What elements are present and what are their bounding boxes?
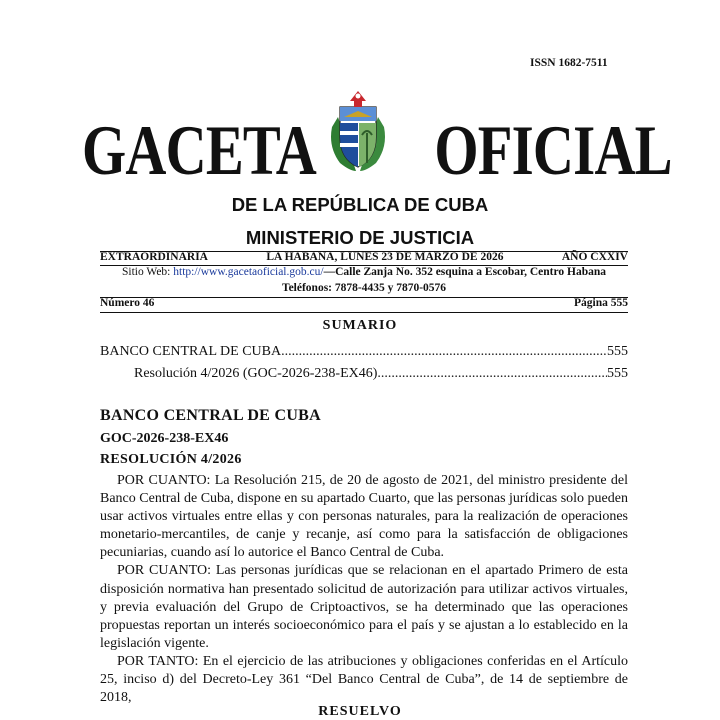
document-code: GOC-2026-238-EX46 [100, 431, 229, 446]
toc-entry-label: BANCO CENTRAL DE CUBA [100, 344, 282, 359]
issuer-heading: BANCO CENTRAL DE CUBA [100, 407, 321, 424]
paragraph: POR TANTO: En el ejercicio de las atribuciones y obligaciones conferidas en el Artículo 25, inciso d) del Decreto-Ley 361 “Del Banco Central de Cuba”, de 14 de septiembre de 2018, [100, 653, 628, 706]
number-bar [100, 297, 628, 309]
resolves-heading: RESUELVO [318, 704, 402, 719]
paragraph: POR CUANTO: La Resolución 215, de 20 de agosto de 2021, del ministro presidente del Banco Central de Cuba, dispone en su apartado Cuarto, que las personas jurídicas solo pueden usar activos virtuales entre ellas y con personas naturales, para la realización de operaciones monetario-mercantiles, de canje y recanje, así como para la satisfacción de obligaciones pecuniarias, cuando así lo autorice el Banco Central de Cuba. [100, 473, 628, 561]
toc-entry-page: 555 [607, 344, 628, 359]
ministry-name: MINISTERIO DE JUSTICIA [245, 227, 475, 248]
edition-bar [100, 251, 628, 263]
summary-heading: SUMARIO [322, 318, 398, 333]
toc-leader [281, 344, 607, 360]
article-body [100, 472, 628, 707]
paragraph: POR CUANTO: Las personas jurídicas que se relacionan en el apartado Primero de esta disposición normativa han presentado solicitud de autorización para utilizar activos virtuales, y previa evaluación del Grupo de Criptoactivos, se ha determinado que las operaciones propuestas reportan un interés socioeconómico para el país y se ajustan a lo establecido en la legislación vigente. [100, 563, 628, 651]
site-label: Sitio Web: [121, 266, 171, 278]
divider [100, 312, 628, 313]
place-date: LA HABANA, LUNES 23 DE MARZO DE 2026 [266, 251, 504, 263]
page-number: Página 555 [574, 297, 628, 309]
coat-of-arms-of-cuba-icon [326, 87, 390, 173]
masthead-title-right: OFICIAL [433, 112, 672, 190]
edition-label: EXTRAORDINARIA [100, 251, 208, 263]
toc-entry[interactable] [100, 344, 628, 360]
issue-number: Número 46 [100, 297, 155, 309]
toc-entry-label: Resolución 4/2026 (GOC-2026-238-EX46) [134, 366, 378, 381]
resolution-heading: RESOLUCIÓN 4/2026 [100, 452, 242, 467]
toc-leader [377, 366, 607, 382]
toc-entry[interactable] [134, 366, 628, 382]
toc-entry-page: 555 [607, 366, 628, 381]
year-label: AÑO CXXIV [561, 251, 628, 263]
site-line [100, 266, 628, 278]
phone-numbers: Teléfonos: 7878-4435 y 7870-0576 [281, 282, 447, 294]
issn-number: ISSN 1682-7511 [530, 57, 608, 69]
masthead-title-left: GACETA [82, 112, 316, 190]
masthead-subtitle: DE LA REPÚBLICA DE CUBA [231, 194, 489, 215]
address-text: —Calle Zanja No. 352 esquina a Escobar, Centro Habana [323, 266, 606, 278]
site-url-link[interactable]: http://www.gacetaoficial.gob.cu/ [173, 266, 324, 278]
